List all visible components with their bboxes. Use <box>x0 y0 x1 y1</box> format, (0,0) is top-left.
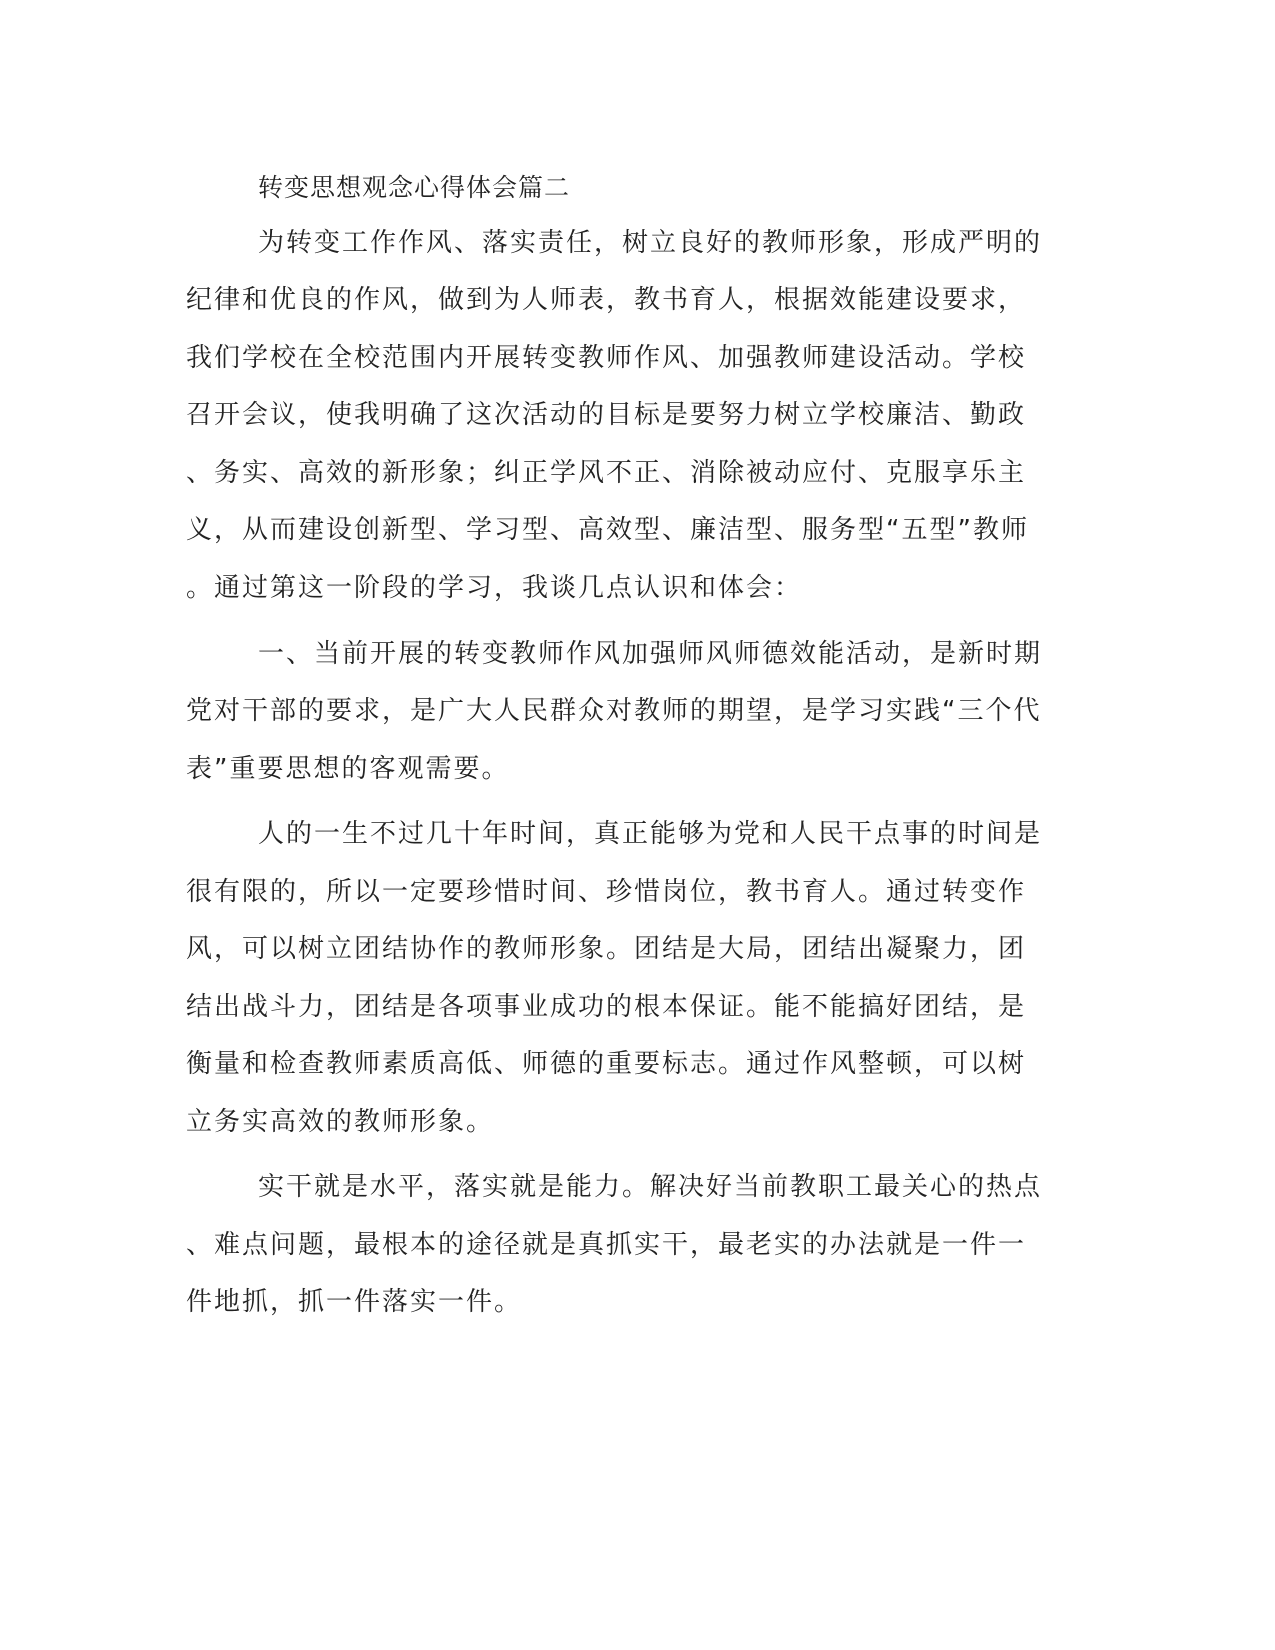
document-title: 转变思想观念心得体会篇二 <box>258 173 571 202</box>
paragraph-1-line-4: 召开会议，使我明确了这次活动的目标是要努力树立学校廉洁、勤政 <box>186 400 1027 430</box>
paragraph-1-line-1: 为转变工作作风、落实责任，树立良好的教师形象，形成严明的 <box>258 228 1043 258</box>
paragraph-3-line-6: 立务实高效的教师形象。 <box>186 1107 495 1137</box>
paragraph-4-line-3: 件地抓，抓一件落实一件。 <box>186 1287 523 1317</box>
paragraph-2-line-1: 一、当前开展的转变教师作风加强师风师德效能活动，是新时期 <box>258 639 1043 669</box>
paragraph-3-line-1: 人的一生不过几十年时间，真正能够为党和人民干点事的时间是 <box>258 819 1043 849</box>
paragraph-3-line-5: 衡量和检查教师素质高低、师德的重要标志。通过作风整顿，可以树 <box>186 1049 1027 1079</box>
paragraph-1-line-6: 义，从而建设创新型、学习型、高效型、廉洁型、服务型“五型”教师 <box>186 515 1029 545</box>
paragraph-2-line-2: 党对干部的要求，是广大人民群众对教师的期望，是学习实践“三个代 <box>186 696 1042 726</box>
paragraph-3-line-3: 风，可以树立团结协作的教师形象。团结是大局，团结出凝聚力，团 <box>186 934 1027 964</box>
paragraph-1-line-3: 我们学校在全校范围内开展转变教师作风、加强教师建设活动。学校 <box>186 343 1027 373</box>
paragraph-1-line-5: 、务实、高效的新形象；纠正学风不正、消除被动应付、克服享乐主 <box>186 458 1027 488</box>
paragraph-3-line-4: 结出战斗力，团结是各项事业成功的根本保证。能不能搞好团结，是 <box>186 992 1027 1022</box>
paragraph-3-line-2: 很有限的，所以一定要珍惜时间、珍惜岗位，教书育人。通过转变作 <box>186 877 1027 907</box>
paragraph-1-line-2: 纪律和优良的作风，做到为人师表，教书育人，根据效能建设要求， <box>186 285 1027 315</box>
paragraph-4-line-1: 实干就是水平，落实就是能力。解决好当前教职工最关心的热点 <box>258 1172 1043 1202</box>
paragraph-1-line-7: 。通过第这一阶段的学习，我谈几点认识和体会： <box>186 573 803 603</box>
paragraph-2-line-3: 表”重要思想的客观需要。 <box>186 754 510 784</box>
paragraph-4-line-2: 、难点问题，最根本的途径就是真抓实干，最老实的办法就是一件一 <box>186 1230 1027 1260</box>
